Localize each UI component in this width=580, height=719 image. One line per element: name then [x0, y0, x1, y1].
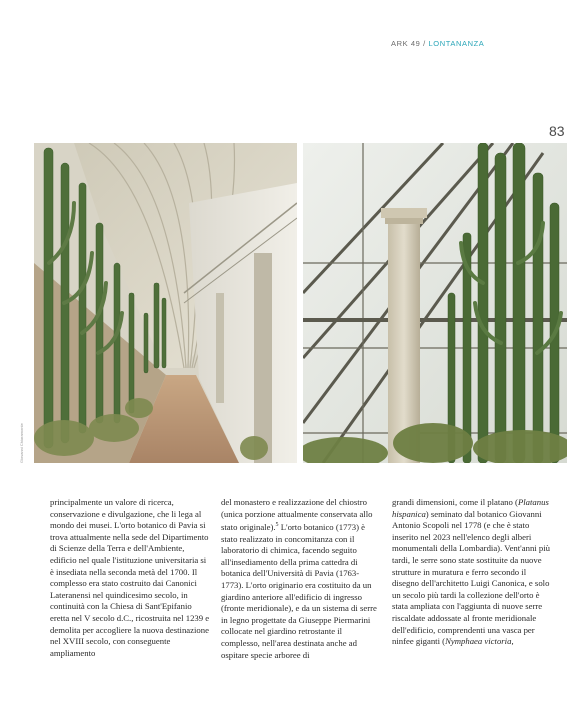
- species-name: Platanus hispanica: [392, 497, 549, 519]
- body-text: principalmente un valore di ricerca, conservazione e divulgazione, che li lega al mondo dei musei. L'orto botanico di Pavia si trova attualmente nella sede del Dipartimento di Scienze della Terra e dell'Ambiente, edificio nel quale l'istituzione universitaria si è insediata nella seconda metà del 1700. Il complesso era stato costruito dai Canonici Lateranensi nel quindicesimo secolo, in continuità con la Chiesa di Sant'Epifanio eretta nel V secolo d.C., ricostruita nel 1239 e demolita per accogliere la nuova destinazione nel XVIII secolo, con conseguente ampliamento: [50, 497, 210, 658]
- body-column-3: [392, 497, 552, 648]
- greenhouse-column-illustration: [303, 143, 567, 463]
- body-text-segment: ) seminato dal botanico Giovanni Antonio Scopoli nel 1778 (e che è stato inserito nel 2023 nell'elenco degli alberi monumentali della Lombardia). Vent'anni più tardi, le serre sono state sostituite da nuove strutture in muratura e ferro secondo il disegno dell'architetto Luigi Canonica, e solo un secolo più tardi la collezione dell'orto è stata ampliata con l'aggiunta di nuove serre riscaldate addossate al fronte meridionale dell'edificio, comprendenti una vasca per ninfee giganti (: [392, 508, 550, 647]
- footnote-ref: 5: [275, 522, 279, 529]
- greenhouse-corridor-photo: [34, 143, 297, 463]
- greenhouse-corridor-illustration: [34, 143, 297, 463]
- body-text: [221, 497, 381, 661]
- body-column-2: [221, 497, 381, 661]
- section-label: LONTANANZA: [428, 39, 485, 48]
- running-header: [391, 39, 484, 48]
- photo-credit: Giovanni Chiaramonte: [19, 423, 24, 463]
- body-text-segment: ,: [511, 636, 514, 647]
- body-column-1: [50, 497, 210, 659]
- page-number: 83: [549, 123, 565, 139]
- greenhouse-column-photo: [303, 143, 567, 463]
- species-name: Nymphaea victoria: [445, 636, 512, 647]
- body-text-segment: grandi dimensioni, come il platano (: [392, 497, 518, 507]
- body-text-segment: L'orto botanico (1773) è stato realizzato in concomitanza con il laboratorio di chimica, facendo seguito all'insediamento della prima cattedra di botanica dell'Università di Pavia (1763-1773). L'orto originario era costituito da un giardino anteriore all'edificio di ingresso (fronte meridionale), e da un sistema di serre in legno progettate da Giuseppe Piermarini collocate nel giardino retrostante il complesso, nell'area destinata anche ad ospitare specie arboree di: [221, 522, 377, 660]
- body-text: [392, 497, 552, 648]
- body-text-segment: del monastero e realizzazione del chiostro (unica porzione attualmente conservata allo stato originale).: [221, 497, 373, 533]
- issue-label: ARK 49 /: [391, 39, 426, 48]
